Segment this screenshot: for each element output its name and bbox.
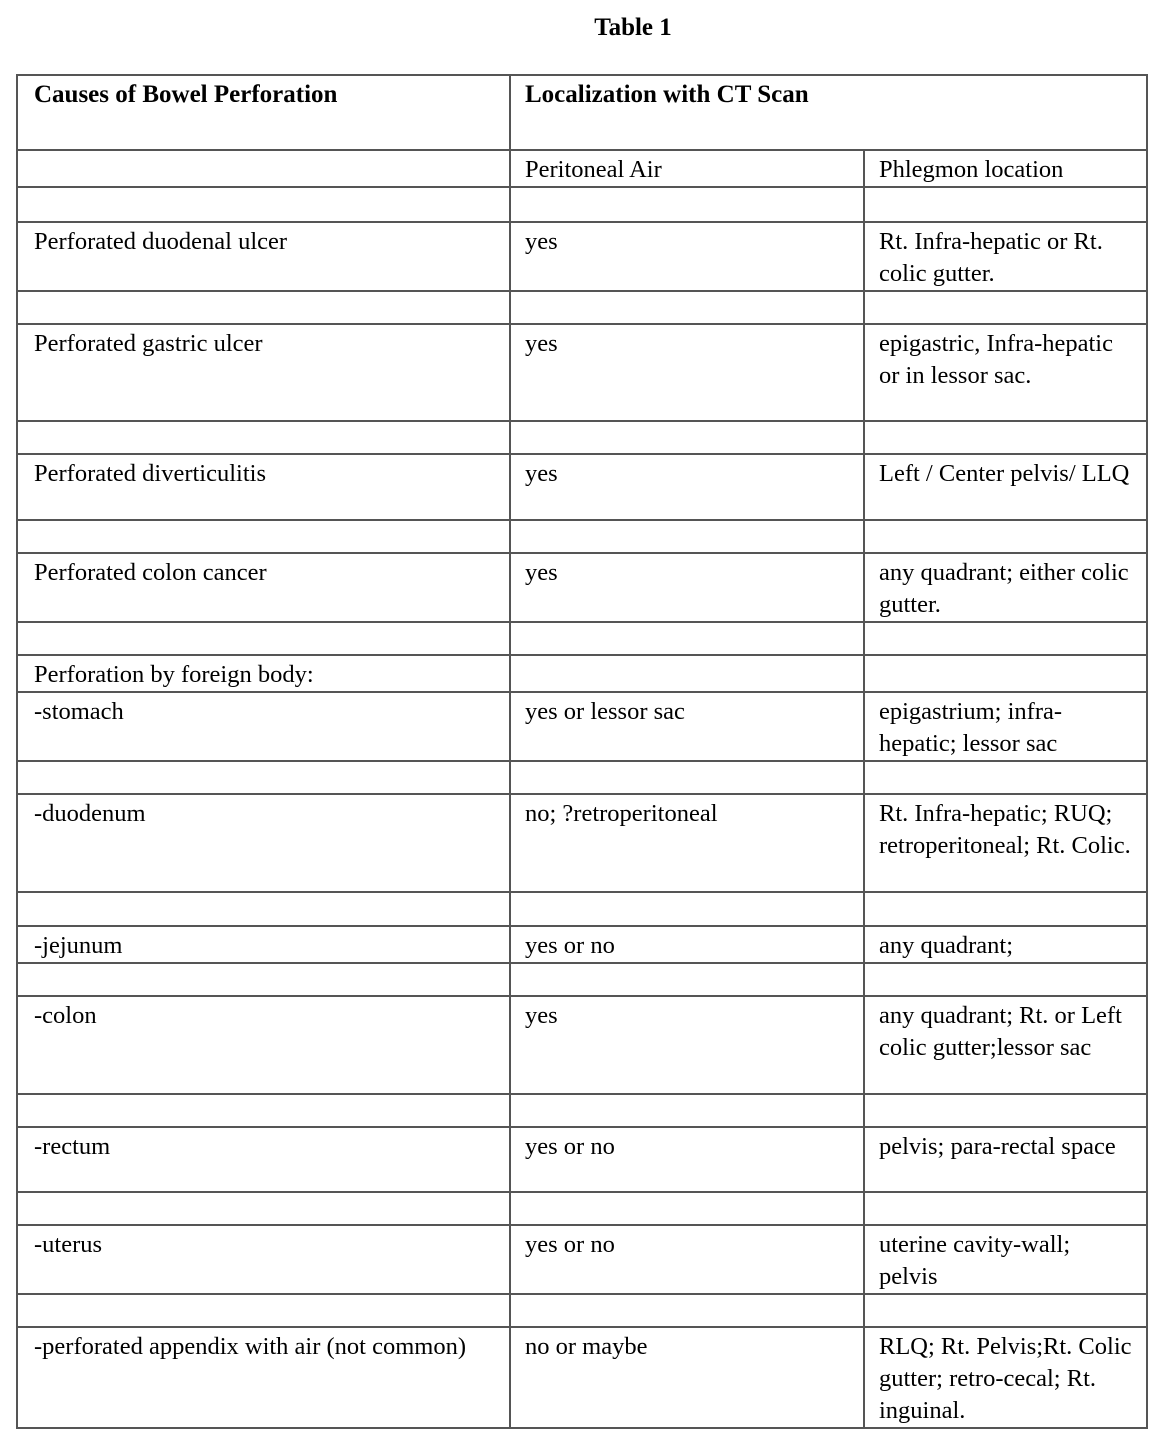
header-peritoneal-air: Peritoneal Air — [510, 150, 864, 187]
location-cell: pelvis; para-rectal space — [864, 1127, 1147, 1192]
table-row — [17, 655, 1147, 692]
cause-cell: -duodenum — [17, 794, 510, 892]
table-row — [17, 926, 1147, 963]
table-row — [17, 222, 1147, 291]
spacer-row — [17, 1192, 1147, 1225]
air-cell: yes — [510, 454, 864, 520]
cause-cell: Perforated duodenal ulcer — [17, 222, 510, 291]
location-cell: Rt. Infra-hepatic or Rt. colic gutter. — [864, 222, 1147, 291]
cause-cell: -uterus — [17, 1225, 510, 1294]
table-row — [17, 1225, 1147, 1294]
location-cell: RLQ; Rt. Pelvis;Rt. Colic gutter; retro-cecal; Rt. inguinal. — [864, 1327, 1147, 1428]
header-causes: Causes of Bowel Perforation — [17, 75, 510, 150]
location-cell: uterine cavity-wall; pelvis — [864, 1225, 1147, 1294]
spacer-row — [17, 892, 1147, 926]
location-cell: any quadrant; either colic gutter. — [864, 553, 1147, 622]
spacer-row — [17, 1294, 1147, 1327]
location-cell: Left / Center pelvis/ LLQ — [864, 454, 1147, 520]
table-row — [17, 794, 1147, 892]
location-cell: epigastric, Infra-hepatic or in lessor sac. — [864, 324, 1147, 421]
spacer-row — [17, 520, 1147, 553]
spacer-row — [17, 421, 1147, 454]
table-row — [17, 1327, 1147, 1428]
air-cell — [510, 655, 864, 692]
air-cell: yes or no — [510, 1127, 864, 1192]
air-cell: yes — [510, 324, 864, 421]
location-cell: any quadrant; Rt. or Left colic gutter;lessor sac — [864, 996, 1147, 1094]
table-row — [17, 553, 1147, 622]
cause-cell: Perforated diverticulitis — [17, 454, 510, 520]
air-cell: yes — [510, 222, 864, 291]
air-cell: no or maybe — [510, 1327, 864, 1428]
table-row — [17, 454, 1147, 520]
bowel-perforation-table — [16, 74, 1148, 1429]
table-row — [17, 692, 1147, 761]
air-cell: no; ?retroperitoneal — [510, 794, 864, 892]
cause-cell: -jejunum — [17, 926, 510, 963]
location-cell: epigastrium; infra-hepatic; lessor sac — [864, 692, 1147, 761]
spacer-row — [17, 187, 1147, 222]
spacer-row — [17, 761, 1147, 794]
spacer-row — [17, 622, 1147, 655]
header-localization: Localization with CT Scan — [510, 75, 1147, 150]
table-row — [17, 1127, 1147, 1192]
air-cell: yes or no — [510, 926, 864, 963]
cause-cell: -stomach — [17, 692, 510, 761]
spacer-row — [17, 1094, 1147, 1127]
table-row — [17, 324, 1147, 421]
cause-cell: -rectum — [17, 1127, 510, 1192]
air-cell: yes or no — [510, 1225, 864, 1294]
table-row — [17, 996, 1147, 1094]
cause-cell: -colon — [17, 996, 510, 1094]
cause-cell: Perforated colon cancer — [17, 553, 510, 622]
subheader-row — [17, 150, 1147, 187]
spacer-row — [17, 291, 1147, 324]
location-cell: Rt. Infra-hepatic; RUQ; retroperitoneal; Rt. Colic. — [864, 794, 1147, 892]
air-cell: yes or lessor sac — [510, 692, 864, 761]
header-row — [17, 75, 1147, 150]
header-phlegmon-location: Phlegmon location — [864, 150, 1147, 187]
cause-cell: Perforated gastric ulcer — [17, 324, 510, 421]
cause-cell: -perforated appendix with air (not common) — [17, 1327, 510, 1428]
location-cell — [864, 655, 1147, 692]
air-cell: yes — [510, 996, 864, 1094]
location-cell: any quadrant; — [864, 926, 1147, 963]
cause-cell: Perforation by foreign body: — [17, 655, 510, 692]
air-cell: yes — [510, 553, 864, 622]
table-title: Table 1 — [594, 14, 672, 41]
spacer-row — [17, 963, 1147, 996]
empty-cell — [17, 150, 510, 187]
